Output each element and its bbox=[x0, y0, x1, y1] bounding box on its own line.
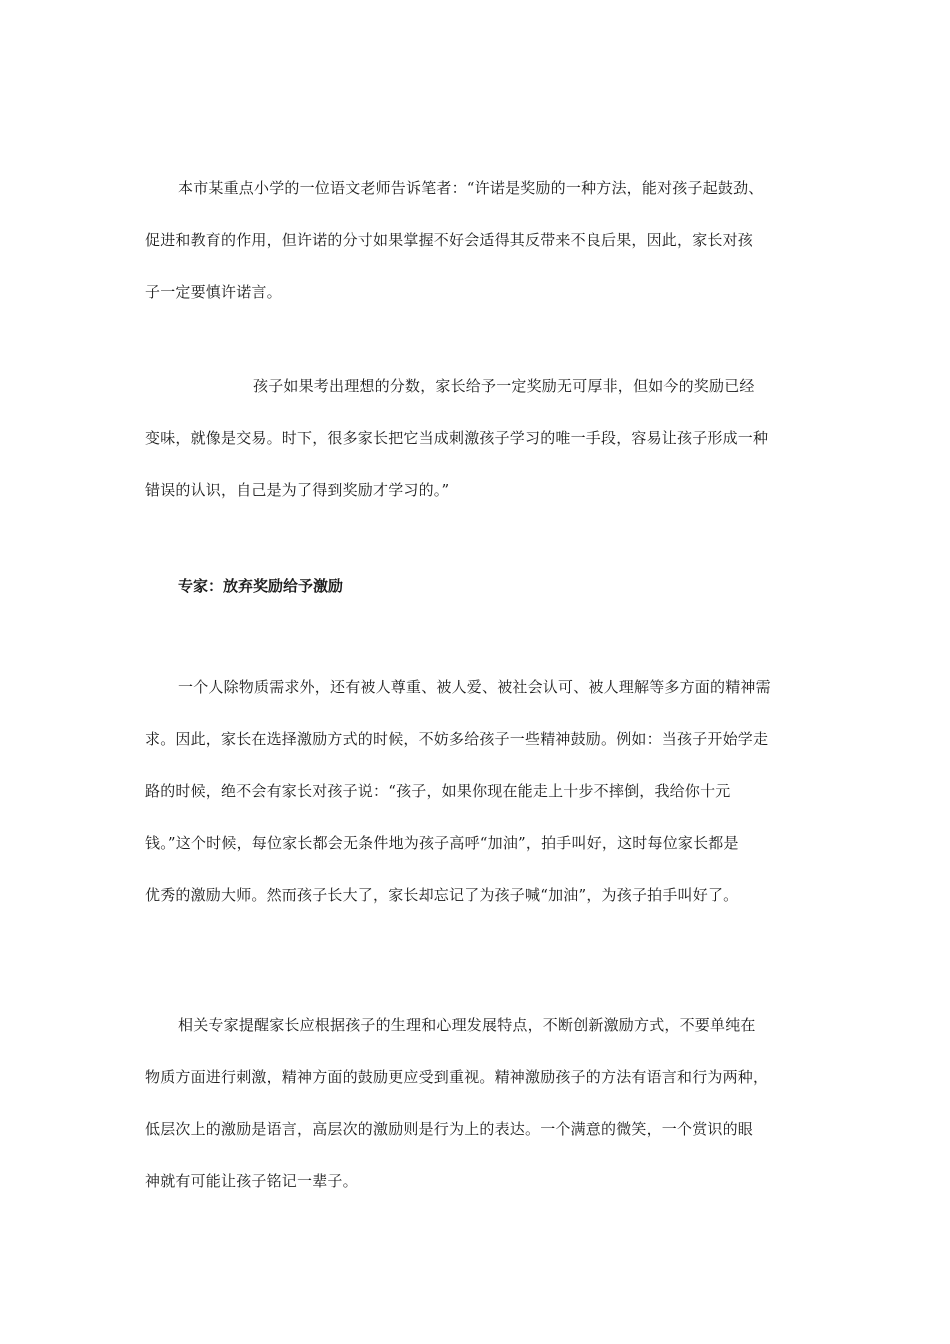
paragraph-line: 神就有可能让孩子铭记一辈子。 bbox=[145, 1172, 358, 1190]
paragraph-spiritual-needs bbox=[145, 677, 825, 905]
paragraph-line: 错误的认识，自己是为了得到奖励才学习的。” bbox=[145, 481, 450, 499]
paragraph-line: 变味，就像是交易。时下，很多家长把它当成刺激孩子学习的唯一手段，容易让孩子形成一种 bbox=[145, 429, 769, 447]
paragraph-line: 低层次上的激励是语言，高层次的激励则是行为上的表达。一个满意的微笑，一个赏识的眼 bbox=[145, 1120, 754, 1138]
section-heading: 专家：放弃奖励给予激励 bbox=[178, 577, 344, 595]
paragraph-line: 钱。”这个时候，每位家长都会无条件地为孩子高呼“加油”，拍手叫好，这时每位家长都是 bbox=[145, 834, 739, 852]
paragraph-line: 孩子如果考出理想的分数，家长给予一定奖励无可厚非，但如今的奖励已经 bbox=[253, 377, 755, 395]
paragraph-line: 优秀的激励大师。然而孩子长大了，家长却忘记了为孩子喊“加油”，为孩子拍手叫好了。 bbox=[145, 886, 739, 904]
paragraph-line: 物质方面进行刺激，精神方面的鼓励更应受到重视。精神激励孩子的方法有语言和行为两种， bbox=[145, 1068, 769, 1086]
paragraph-line: 子一定要慎许诺言。 bbox=[145, 283, 282, 301]
paragraph-line: 促进和教育的作用，但许诺的分寸如果掌握不好会适得其反带来不良后果，因此，家长对孩 bbox=[145, 231, 754, 249]
paragraph-reward-exchange bbox=[145, 376, 825, 500]
paragraph-teacher-quote bbox=[145, 178, 825, 302]
paragraph-line: 求。因此，家长在选择激励方式的时候，不妨多给孩子一些精神鼓励。例如：当孩子开始学走 bbox=[145, 730, 769, 748]
paragraph-expert-advice bbox=[145, 1015, 825, 1191]
paragraph-line: 路的时候，绝不会有家长对孩子说：“孩子，如果你现在能走上十步不摔倒，我给你十元 bbox=[145, 782, 731, 800]
paragraph-line: 相关专家提醒家长应根据孩子的生理和心理发展特点，不断创新激励方式，不要单纯在 bbox=[178, 1016, 756, 1034]
paragraph-line: 本市某重点小学的一位语文老师告诉笔者：“许诺是奖励的一种方法，能对孩子起鼓劲、 bbox=[178, 179, 764, 197]
paragraph-line: 一个人除物质需求外，还有被人尊重、被人爱、被社会认可、被人理解等多方面的精神需 bbox=[178, 678, 771, 696]
